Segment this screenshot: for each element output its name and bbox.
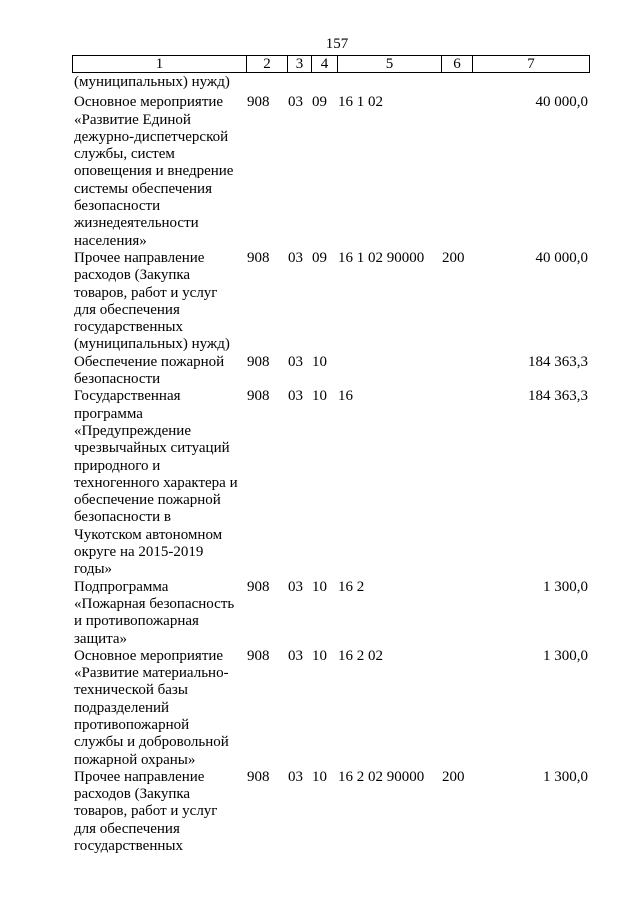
cell-subsection: 10 bbox=[312, 768, 327, 785]
cell-section: 03 bbox=[288, 578, 303, 595]
table-row bbox=[72, 388, 590, 578]
row-description: Государственная программа «Предупреждение чрезвычайных ситуаций природного и техногенного характера и обеспечение пожарной безопасности в Чукотском автономном округе на 2015-2019 годы» bbox=[74, 388, 238, 578]
row-description: Прочее направление расходов (Закупка товаров, работ и услуг для обеспечения государственных bbox=[74, 768, 218, 855]
cell-subsection: 09 bbox=[312, 249, 327, 266]
cell-grbs-code: 908 bbox=[247, 94, 270, 111]
table-row bbox=[72, 769, 590, 855]
cell-amount: 1 300,0 bbox=[543, 768, 588, 785]
cell-section: 03 bbox=[288, 768, 303, 785]
cell-section: 03 bbox=[288, 353, 303, 370]
cell-amount: 1 300,0 bbox=[543, 647, 588, 664]
row-description: Прочее направление расходов (Закупка товаров, работ и услуг для обеспечения государственных (муниципальных) нужд) bbox=[74, 249, 230, 353]
header-col-2: 2 bbox=[246, 55, 287, 73]
header-col-4: 4 bbox=[311, 55, 337, 73]
row-description: Основное мероприятие «Развитие материально- технической базы подразделений противопожарной службы и добровольной пожарной охраны» bbox=[74, 647, 229, 768]
header-col-7: 7 bbox=[472, 55, 590, 73]
cell-expense-type: 200 bbox=[442, 249, 465, 266]
cell-expense-type: 200 bbox=[442, 768, 465, 785]
row-description: Основное мероприятие «Развитие Единой дежурно-диспетчерской службы, систем оповещения и внедрение системы обеспечения безопасности жизнедеятельности населения» bbox=[74, 94, 234, 249]
cell-amount: 184 363,3 bbox=[528, 353, 588, 370]
cell-subsection: 10 bbox=[312, 578, 327, 595]
cell-amount: 40 000,0 bbox=[535, 249, 588, 266]
cell-grbs-code: 908 bbox=[247, 578, 270, 595]
cell-target-article: 16 2 02 bbox=[338, 647, 383, 664]
cell-target-article: 16 2 02 90000 bbox=[338, 768, 425, 785]
cell-amount: 1 300,0 bbox=[543, 578, 588, 595]
cell-target-article: 16 1 02 90000 bbox=[338, 249, 425, 266]
cell-grbs-code: 908 bbox=[247, 768, 270, 785]
cell-section: 03 bbox=[288, 388, 303, 405]
cell-grbs-code: 908 bbox=[247, 388, 270, 405]
cell-section: 03 bbox=[288, 647, 303, 664]
row-description: Подпрограмма «Пожарная безопасность и противопожарная защита» bbox=[74, 578, 235, 647]
cell-subsection: 10 bbox=[312, 353, 327, 370]
cell-subsection: 10 bbox=[312, 388, 327, 405]
table-header-row bbox=[72, 55, 590, 73]
table-row bbox=[72, 91, 590, 250]
page-number: 157 bbox=[325, 36, 349, 52]
table-row bbox=[72, 73, 590, 91]
table-row bbox=[72, 250, 590, 354]
table-row bbox=[72, 579, 590, 648]
cell-subsection: 10 bbox=[312, 647, 327, 664]
cell-section: 03 bbox=[288, 94, 303, 111]
budget-table-body bbox=[72, 73, 590, 855]
header-col-5: 5 bbox=[337, 55, 441, 73]
cell-grbs-code: 908 bbox=[247, 249, 270, 266]
cell-grbs-code: 908 bbox=[247, 353, 270, 370]
cell-grbs-code: 908 bbox=[247, 647, 270, 664]
header-col-6: 6 bbox=[441, 55, 472, 73]
cell-amount: 40 000,0 bbox=[535, 94, 588, 111]
table-row bbox=[72, 354, 590, 389]
header-col-1: 1 bbox=[72, 55, 246, 73]
cell-target-article: 16 2 bbox=[338, 578, 365, 595]
header-col-3: 3 bbox=[287, 55, 311, 73]
cell-target-article: 16 1 02 bbox=[338, 94, 383, 111]
table-row bbox=[72, 648, 590, 769]
cell-section: 03 bbox=[288, 249, 303, 266]
cell-subsection: 09 bbox=[312, 94, 327, 111]
cell-target-article: 16 bbox=[338, 388, 353, 405]
row-description: (муниципальных) нужд) bbox=[74, 73, 230, 90]
cell-amount: 184 363,3 bbox=[528, 388, 588, 405]
row-description: Обеспечение пожарной безопасности bbox=[74, 353, 225, 388]
